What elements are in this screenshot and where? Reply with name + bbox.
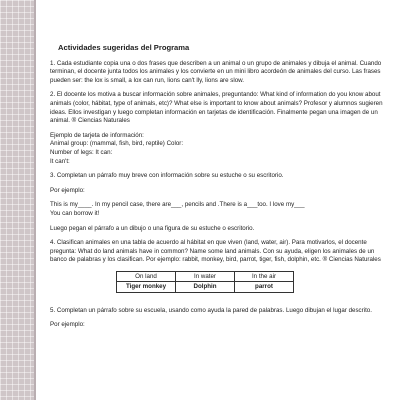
cloze-paragraph [50, 201, 390, 218]
cloze-line: This is my____. In my pencil case, there are___, pencils and .There is a___too. I love my___ [50, 201, 305, 209]
table-header-cell: In the air [235, 271, 294, 281]
document-page [50, 44, 390, 336]
page-edge-divider [34, 0, 36, 400]
activity-2: 2. El docente los motiva a buscar información sobre animales, preguntando: What kind of information do you know about animals (color, hábitat, type of animals, etc)? What else is important to know about animals? Profesor y alumnos sugieren ideas. Ellos investigan y luego completan información en tarjetas de identificación. Finalmente pegan una imagen de un animal. ® Ciencias Naturales [50, 91, 383, 125]
section-title: Actividades sugeridas del Programa [58, 43, 190, 52]
card-line: Number of legs: It can: [50, 148, 113, 156]
table-header-row [117, 271, 294, 281]
binder-rings-strip [0, 0, 34, 400]
table-header-cell: In water [176, 271, 235, 281]
table-cell: Tiger monkey [117, 282, 176, 292]
habitat-table [116, 271, 294, 293]
activity-5: 5. Completan un párrafo sobre su escuela, usando como ayuda la pared de palabras. Luego dibujan el lugar descrito. [50, 306, 372, 314]
example-label: Por ejemplo: [50, 321, 85, 329]
activity-3-followup: Luego pegan el párrafo a un dibujo o una figura de su estuche o escritorio. [50, 224, 255, 232]
table-header-cell: On land [117, 271, 176, 281]
activity-4: 4. Clasifican animales en una tabla de acuerdo al hábitat en que viven (land, water, air). Para motivarlos, el docente pregunta: What do land animals have in common? Name some land animals. Con su ayuda, eligen los animales de un banco de palabras y los clasifican. Por ejemplo: rabbit, monkey, bird, parrot, tiger, fish, dolphin, etc. ® Ciencias Naturales [50, 239, 381, 264]
card-line: It can't: [50, 157, 70, 165]
activity-3: 3. Completan un párrafo muy breve con información sobre su estuche o su escritorio. [50, 172, 284, 180]
example-label: Por ejemplo: [50, 186, 85, 194]
cloze-line: You can borrow it! [50, 209, 100, 217]
card-line: Animal group: (mammal, fish, bird, reptile) Color: [50, 140, 184, 148]
info-card-example [50, 132, 390, 166]
card-line: Ejemplo de tarjeta de información: [50, 131, 144, 139]
table-row [117, 282, 294, 292]
table-cell: parrot [235, 282, 294, 292]
table-cell: Dolphin [176, 282, 235, 292]
activity-1: 1. Cada estudiante copia una o dos frases que describen a un animal o un grupo de animales y dibuja el animal. Cuando terminan, el docente junta todos los animales y los convierte en un mini libro acordeón de animales del curso. Las frases pueden ser: the lox is small, a lox can run, lions can't lly, lions are slow. [50, 59, 382, 84]
